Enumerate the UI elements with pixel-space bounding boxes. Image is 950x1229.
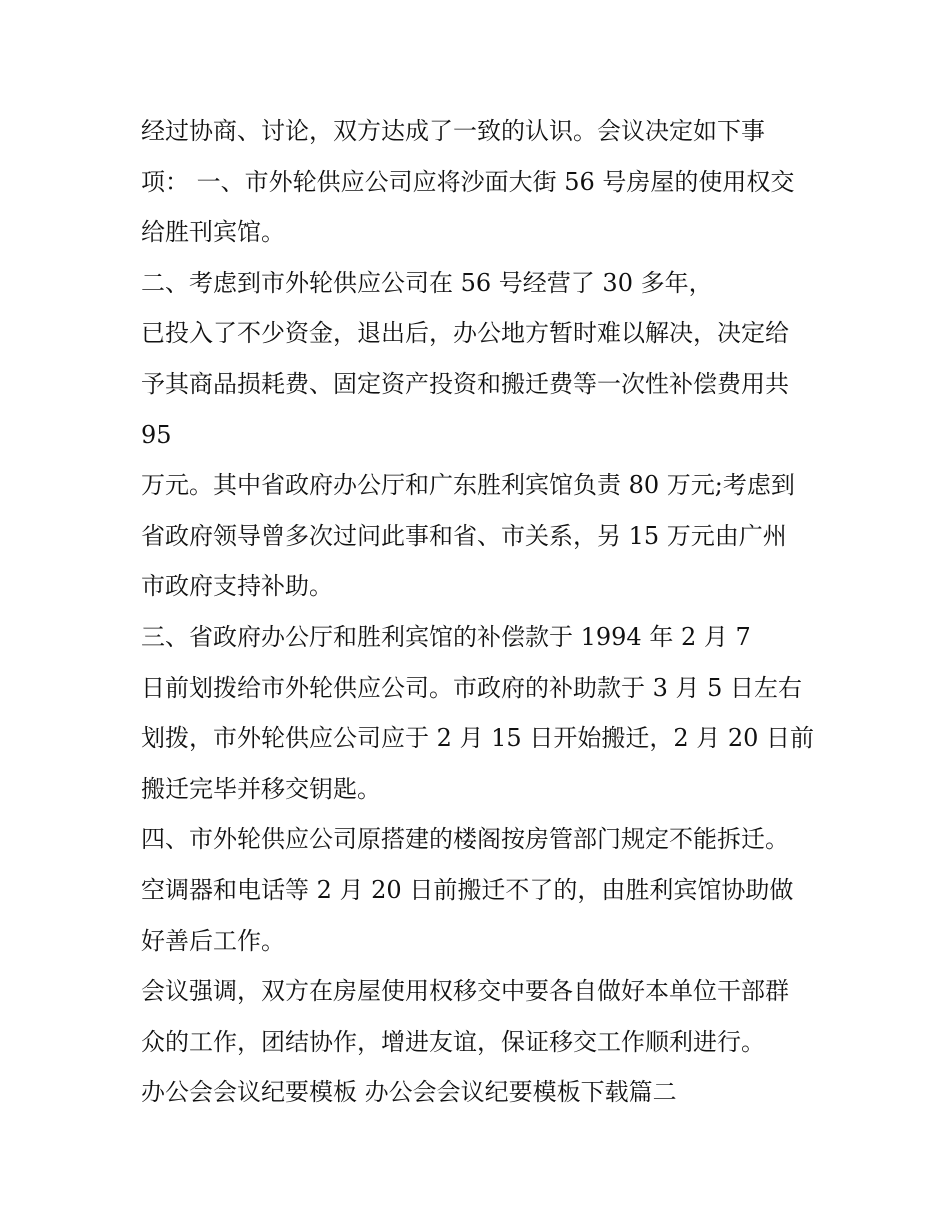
text-line: 予其商品损耗费、固定资产投资和搬迁费等一次性补偿费用共 — [141, 369, 789, 398]
text-line: 空调器和电话等 2 月 20 日前搬迁不了的，由胜利宾馆协助做 — [141, 875, 794, 904]
document-body — [141, 106, 831, 1118]
text-line: 搬迁完毕并移交钥匙。 — [141, 774, 381, 803]
text-line: 项： 一、市外轮供应公司应将沙面大街 56 号房屋的使用权交 — [141, 167, 795, 196]
text-line: 省政府领导曾多次过问此事和省、市关系，另 15 万元由广州 — [141, 521, 787, 550]
text-line: 四、市外轮供应公司原搭建的楼阁按房管部门规定不能拆迁。 — [141, 825, 789, 854]
text-line: 划拨，市外轮供应公司应于 2 月 15 日开始搬迁，2 月 20 日前 — [141, 724, 815, 753]
text-line: 已投入了不少资金，退出后，办公地方暂时难以解决，决定给 — [141, 319, 789, 348]
text-line: 万元。其中省政府办公厅和广东胜利宾馆负责 80 万元;考虑到 — [141, 471, 795, 500]
text-line: 众的工作，团结协作，增进友谊，保证移交工作顺利进行。 — [141, 1027, 765, 1056]
text-line: 市政府支持补助。 — [141, 572, 333, 601]
text-line: 给胜刊宾馆。 — [141, 218, 285, 247]
section-heading: 办公会会议纪要模板 办公会会议纪要模板下载篇二 — [141, 1078, 677, 1107]
text-line: 会议强调，双方在房屋使用权移交中要各自做好本单位干部群 — [141, 977, 789, 1006]
text-line: 经过协商、讨论，双方达成了一致的认识。会议决定如下事 — [141, 117, 765, 145]
text-line: 二、考虑到市外轮供应公司在 56 号经营了 30 多年， — [141, 268, 713, 297]
text-line: 95 — [141, 420, 172, 449]
text-line: 三、省政府办公厅和胜利宾馆的补偿款于 1994 年 2 月 7 — [141, 622, 751, 651]
text-line: 好善后工作。 — [141, 926, 285, 955]
text-line: 日前划拨给市外轮供应公司。市政府的补助款于 3 月 5 日左右 — [141, 673, 803, 702]
